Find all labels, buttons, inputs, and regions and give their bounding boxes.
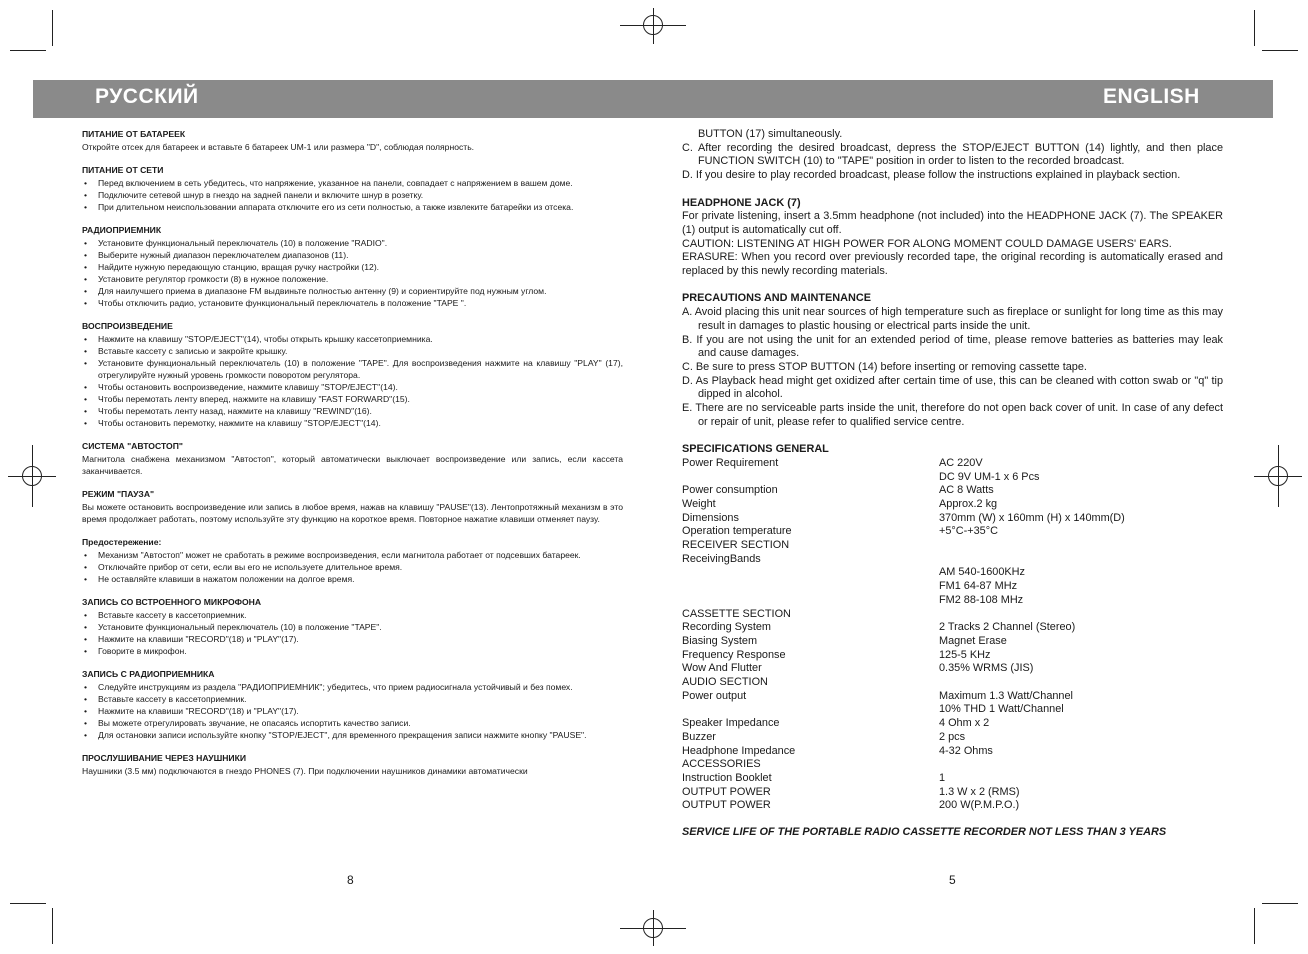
specifications-table [682,457,1223,813]
spec-row [682,525,1223,539]
spec-value: 1 [939,772,946,784]
service-life-note: SERVICE LIFE OF THE PORTABLE RADIO CASSETTE RECORDER NOT LESS THAN 3 YEARS [682,826,1167,839]
ru-bullet-item: • Нажмите на клавиши "RECORD"(18) и "PLAY"(17). [82,633,623,645]
spec-label: OUTPUT POWER [682,799,771,812]
ru-bullet-item: • Для наилучшего приема в диапазоне FM выдвиньте полностью антенну (9) и сориентируйте под нужным углом. [82,285,623,297]
precaution-item: D. As Playback head might get oxidized after certain time of use, this can be cleaned with cotton swab or "q" tip dipped in alcohol. [682,374,1223,401]
spec-label [682,566,939,580]
spec-label: Weight [682,497,716,510]
spec-row [682,662,1223,676]
spec-value: 4-32 Ohms [939,744,993,757]
ru-section-heading: ЗАПИСЬ СО ВСТРОЕННОГО МИКРОФОНА [82,597,262,607]
spec-value: 0.35% WRMS (JIS) [939,662,1034,675]
ru-bullet-item: • Чтобы остановить воспроизведение, нажмите клавишу "STOP/EJECT"(14). [82,381,623,393]
spec-value: 2 Tracks 2 Channel (Stereo) [939,621,1076,634]
ru-paragraph: Наушники (3.5 мм) подключаются в гнездо PHONES (7). При подключении наушников динамики автоматически [82,766,528,776]
spec-row [682,594,1223,608]
spec-value [939,758,1223,772]
ru-section-heading: РАДИОПРИЕМНИК [82,225,162,235]
recording-step-c: C. After recording the desired broadcast, depress the STOP/EJECT BUTTON (14) lightly, and then place FUNCTION SWITCH (10) to "TAPE" position in order to listen to the recorded broadcast. [682,141,1223,168]
ru-bullet-item: • При длительном неиспользовании аппарата отключите его из сети полностью, а также извлеките батарейки из отсека. [82,201,623,213]
ru-section-heading: ВОСПРОИЗВЕДЕНИЕ [82,321,173,331]
spec-value: 370mm (W) x 160mm (H) x 140mm(D) [939,511,1125,524]
ru-section [82,164,623,213]
spec-value [939,676,1223,690]
ru-bullet-item: • Установите функциональный переключатель (10) в положение "RADIO". [82,237,623,249]
spec-row [682,553,1223,567]
recording-step-b-end: BUTTON (17) simultaneously. [698,128,843,140]
spec-row [682,676,1223,690]
spec-row [682,621,1223,635]
spec-row [682,731,1223,745]
spec-row [682,635,1223,649]
ru-bullet-item: • Чтобы перемотать ленту назад, нажмите на клавишу "REWIND"(16). [82,405,623,417]
ru-bullet-item: • Не оставляйте клавиши в нажатом положении на долгое время. [82,573,623,585]
ru-bullet-item: • Чтобы отключить радио, установите функциональный переключатель в положение "TAPE ". [82,297,623,309]
ru-section [82,752,623,777]
spec-label: Biasing System [682,634,758,647]
spec-value [939,553,1223,567]
header-title-english: ENGLISH [1103,85,1200,108]
spec-value: FM2 88-108 MHz [939,593,1024,606]
spec-row [682,786,1223,800]
spec-label: Wow And Flutter [682,662,762,675]
spec-value: FM1 64-87 MHz [939,580,1018,593]
ru-bullet-item: • Механизм "Автостоп" может не сработать в режиме воспроизведения, если магнитола работает от подсевших батареек. [82,549,623,561]
spec-row [682,566,1223,580]
ru-section-heading: ПИТАНИЕ ОТ СЕТИ [82,165,164,175]
crop-mark [10,50,46,51]
ru-bullet-item: • Следуйте инструкциям из раздела "РАДИОПРИЕМНИК"; убедитесь, что прием радиосигнала устойчивый и без помех. [82,681,623,693]
crop-mark [1262,50,1298,51]
ru-paragraph: Магнитола снабжена механизмом "Автостоп", который автоматически выключает воспроизведение или запись, если кассета заканчивается. [82,454,623,476]
ru-bullet-item: • Вставьте кассету в кассетоприемник. [82,693,623,705]
ru-section-heading: СИСТЕМА "АВТОСТОП" [82,441,183,451]
spec-row [682,690,1223,704]
ru-paragraph: Откройте отсек для батареек и вставьте 6 батареек UM-1 или размера "D", соблюдая полярность. [82,142,475,152]
ru-bullet-item: • Говорите в микрофон. [82,645,623,657]
spec-label: Instruction Booklet [682,772,772,784]
precaution-item: B. If you are not using the unit for an extended period of time, please remove batteries as batteries may leak and cause damages. [682,333,1223,360]
erasure-text: ERASURE: When you record over previously recorded tape, the original recording is automatically erased and replaced by this newly recording materials. [682,251,1223,278]
spec-label: ReceivingBands [682,552,761,565]
crop-mark [1262,903,1298,904]
spec-label: Power consumption [682,484,778,497]
spec-label: Buzzer [682,730,716,743]
spec-row [682,772,1223,786]
precaution-item: E. There are no serviceable parts inside the unit, therefore do not open back cover of unit. In case of any defect or repair of unit, please refer to qualified service centre. [682,402,1223,428]
ru-bullet-list [82,681,623,741]
ru-section-heading: РЕЖИМ "ПАУЗА" [82,489,155,499]
spec-label: Power Requirement [682,456,779,469]
spec-label [682,580,939,594]
spec-row [682,608,1223,622]
ru-bullet-item: • Вы можете отрегулировать звучание, не опасаясь испортить качество записи. [82,717,623,729]
ru-section-heading: ПРОСЛУШИВАНИЕ ЧЕРЕЗ НАУШНИКИ [82,753,247,763]
ru-bullet-item: • Перед включением в сеть убедитесь, что напряжение, указанное на панели, совпадает с напряжением в вашем доме. [82,177,623,189]
ru-section [82,596,623,657]
spec-label: CASSETTE SECTION [682,607,791,620]
russian-column [82,128,623,788]
crop-mark [52,10,53,46]
precaution-item: A. Avoid placing this unit near sources of high temperature such as fireplace or sunlight for long time as this may result in damages to plastic housing or electrical parts inside the unit. [682,306,1223,332]
ru-bullet-list [82,549,623,585]
spec-value: AM 540-1600KHz [939,566,1025,579]
spec-value: AC 220V [939,456,983,469]
header-bar [33,80,1273,118]
spec-value: Maximum 1.3 Watt/Channel [939,689,1073,702]
ru-section [82,488,623,525]
ru-bullet-item: • Отключайте прибор от сети, если вы его не используете длительное время. [82,561,623,573]
spec-row [682,799,1223,813]
ru-bullet-list [82,609,623,657]
spec-label: Dimensions [682,511,739,524]
spec-value: Magnet Erase [939,634,1007,647]
spec-value: 4 Ohm x 2 [939,717,990,730]
ru-section [82,320,623,429]
recording-continuation [682,128,1223,183]
spec-label: Frequency Response [682,648,786,661]
spec-value: AC 8 Watts [939,484,994,497]
english-column [682,128,1223,840]
ru-section [82,128,623,153]
spec-label [682,703,939,717]
spec-value: 125-5 KHz [939,648,991,661]
spec-label: ACCESSORIES [682,758,761,771]
spec-label: Power output [682,689,747,702]
ru-bullet-item: • Чтобы перемотать ленту вперед, нажмите на клавишу "FAST FORWARD"(15). [82,393,623,405]
page-number-left: 8 [347,873,354,887]
ru-bullet-list [82,237,623,309]
precautions-heading: PRECAUTIONS AND MAINTENANCE [682,292,871,305]
ru-bullet-list [82,333,623,429]
ru-paragraph: Вы можете остановить воспроизведение или запись в любое время, нажав на клавишу "PAUSE"(13). Лентопротяжный механизм в это время продолжает работать, поэтому используйте эту функцию на короткое время. Повторное нажатие клавиши отменяет паузу. [82,502,623,524]
headphone-heading: HEADPHONE JACK (7) [682,196,801,209]
spec-value [939,608,1223,622]
ru-section [82,536,623,585]
spec-label [682,594,939,608]
crop-mark [52,908,53,944]
spec-label: RECEIVER SECTION [682,539,790,552]
headphone-text: For private listening, insert a 3.5mm headphone (not included) into the HEADPHONE JACK (7). The SPEAKER (1) output is automatically cut off. [682,210,1223,236]
crop-mark [10,903,46,904]
ru-section [82,668,623,741]
ru-bullet-item: • Установите функциональный переключатель (10) в положение "TAPE". [82,621,623,633]
spec-label: OUTPUT POWER [682,785,771,798]
ru-bullet-item: • Установите регулятор громкости (8) в нужное положение. [82,273,623,285]
spec-value: +5°C-+35°C [939,525,998,538]
ru-bullet-item: • Для остановки записи используйте кнопку "STOP/EJECT", для временного прекращения записи нажмите кнопку "PAUSE". [82,729,623,741]
spec-value: DC 9V UM-1 x 6 Pcs [939,470,1040,483]
ru-bullet-item: • Найдите нужную передающую станцию, вращая ручку настройки (12). [82,261,623,273]
ru-section-heading: Предостережение: [82,537,162,547]
crop-mark [1254,10,1255,46]
spec-value: 2 pcs [939,730,966,743]
ru-bullet-item: • Нажмите на клавиши "RECORD"(18) и "PLAY"(17). [82,705,623,717]
spec-label: Speaker Impedance [682,717,780,730]
spec-label: AUDIO SECTION [682,676,768,689]
spec-value: Approx.2 kg [939,497,998,510]
ru-bullet-list [82,177,623,213]
recording-step-d: D. If you desire to play recorded broadcast, please follow the instructions explained in playback section. [682,169,1181,182]
spec-row [682,758,1223,772]
ru-section-heading: ЗАПИСЬ С РАДИОПРИЕМНИКА [82,669,215,679]
spec-row [682,539,1223,553]
ru-section [82,224,623,309]
spec-value: 200 W(P.M.P.O.) [939,799,1020,812]
spec-row [682,512,1223,526]
spec-value: 10% THD 1 Watt/Channel [939,703,1064,716]
spec-label: Recording System [682,621,771,634]
specifications-heading: SPECIFICATIONS GENERAL [682,443,829,456]
precaution-item: C. Be sure to press STOP BUTTON (14) before inserting or removing cassette tape. [682,360,1087,373]
spec-row [682,745,1223,759]
spec-row [682,649,1223,663]
spec-row [682,457,1223,471]
spec-row [682,703,1223,717]
spec-row [682,580,1223,594]
spec-row [682,717,1223,731]
ru-section [82,440,623,477]
spec-row [682,471,1223,485]
ru-bullet-item: • Нажмите на клавишу "STOP/EJECT"(14), чтобы открыть крышку кассетоприемника. [82,333,623,345]
spec-label: Headphone Impedance [682,744,796,757]
ru-bullet-item: • Установите функциональный переключатель (10) в положение "TAPE". Для воспроизведения нажмите на клавишу "PLAY" (17), отрегулируйте нужный уровень громкости поворотом регулятора. [82,357,623,381]
ru-section-heading: ПИТАНИЕ ОТ БАТАРЕЕК [82,129,186,139]
header-title-russian: РУССКИЙ [95,85,199,108]
ru-bullet-item: • Выберите нужный диапазон переключателем диапазонов (11). [82,249,623,261]
ru-bullet-item: • Вставьте кассету с записью и закройте крышку. [82,345,623,357]
spec-label [682,471,939,485]
caution-text: CAUTION: LISTENING AT HIGH POWER FOR ALONG MOMENT COULD DAMAGE USERS' EARS. [682,237,1172,250]
spec-row [682,498,1223,512]
ru-bullet-item: • Чтобы остановить перемотку, нажмите на клавишу "STOP/EJECT"(14). [82,417,623,429]
page-number-right: 5 [949,873,956,887]
crop-mark [1254,908,1255,944]
spec-label: Operation temperature [682,525,792,538]
spec-value: 1.3 W x 2 (RMS) [939,785,1020,798]
ru-bullet-item: • Подключите сетевой шнур в гнездо на задней панели и включите шнур в розетку. [82,189,623,201]
ru-bullet-item: • Вставьте кассету в кассетоприемник. [82,609,623,621]
spec-value [939,539,1223,553]
spec-row [682,484,1223,498]
